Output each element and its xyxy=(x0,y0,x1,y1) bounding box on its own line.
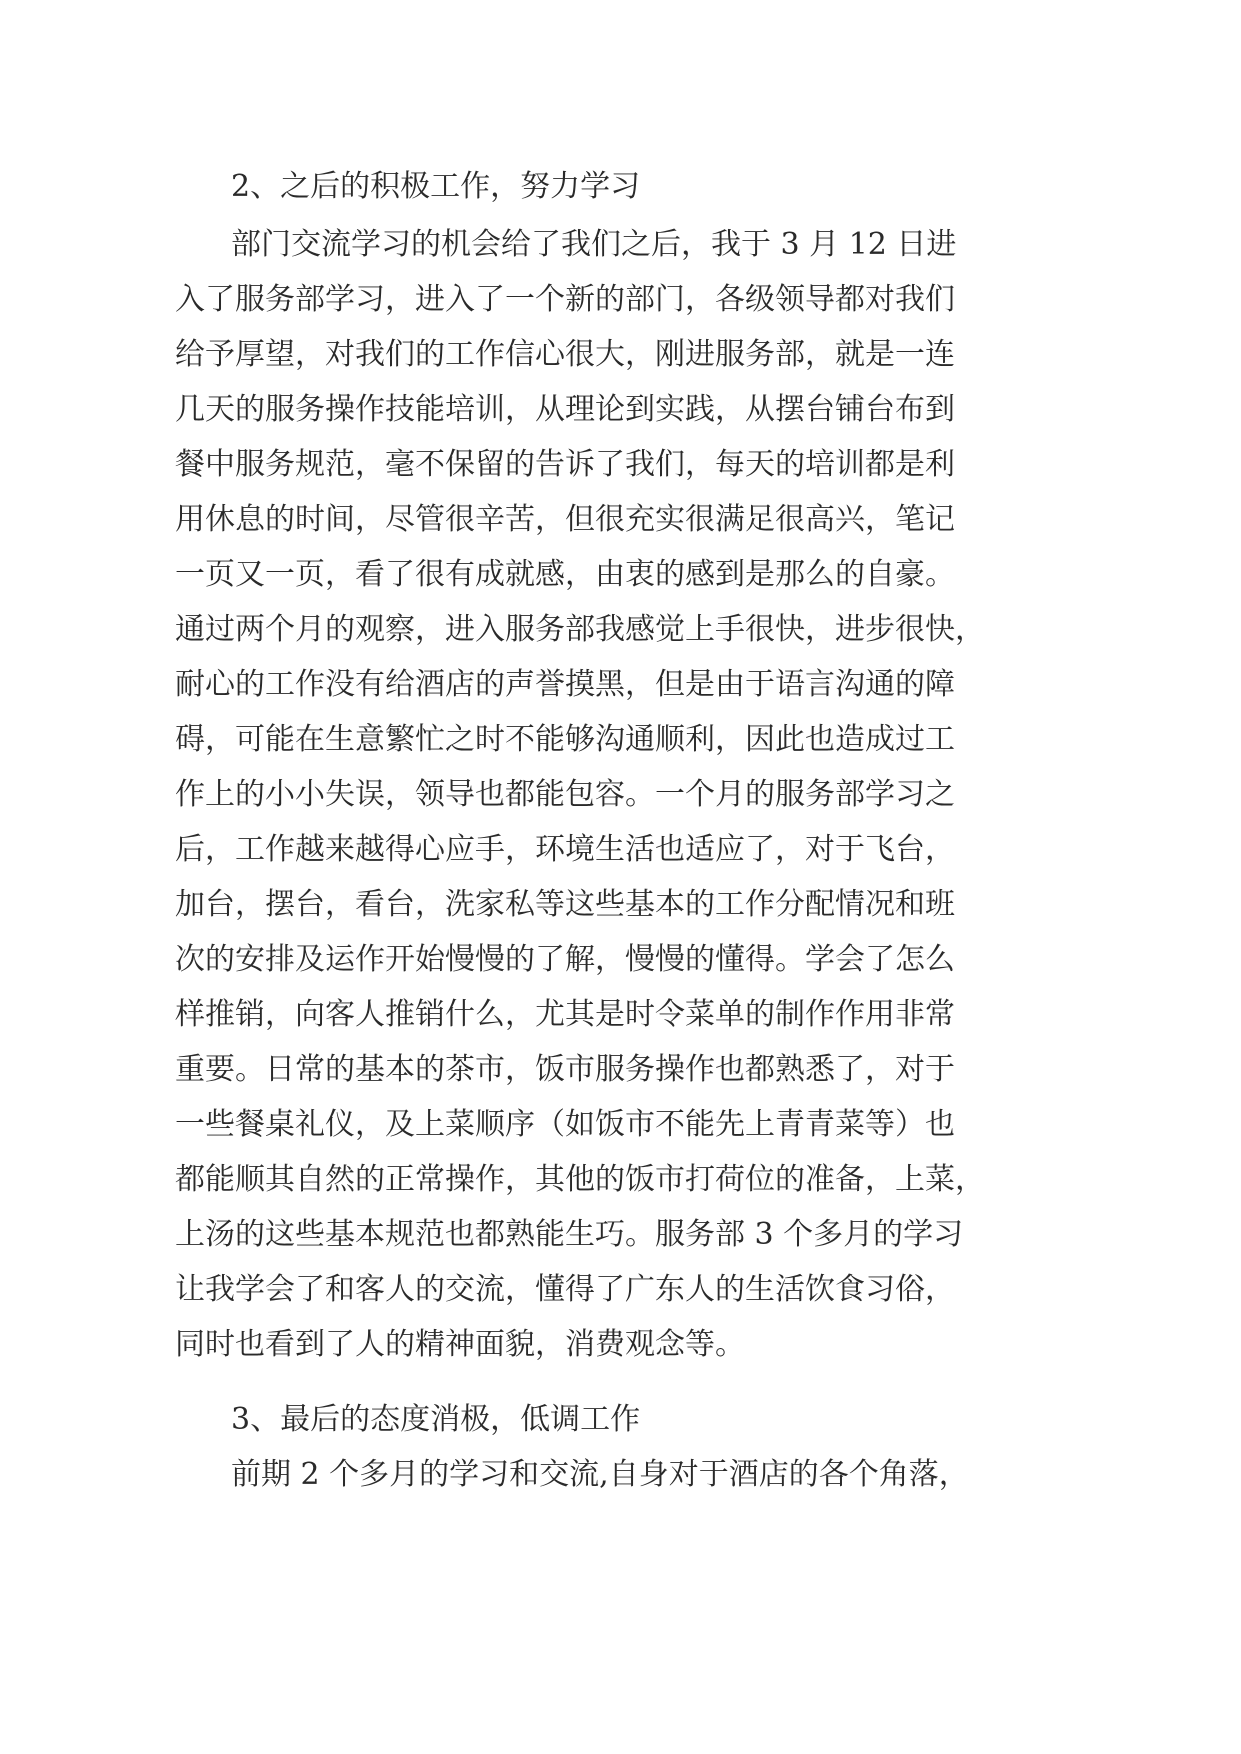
section-heading-3: 3、最后的态度消极，低调工作 xyxy=(231,1402,641,1437)
paragraph-line: 部门交流学习的机会给了我们之后，我于 3 月 12 日进 xyxy=(231,227,957,262)
paragraph-line: 一页又一页，看了很有成就感，由衷的感到是那么的自豪。 xyxy=(175,557,955,592)
paragraph-line: 次的安排及运作开始慢慢的了解，慢慢的懂得。学会了怎么 xyxy=(175,942,955,977)
paragraph-line: 耐心的工作没有给酒店的声誉摸黑，但是由于语言沟通的障 xyxy=(175,667,955,702)
section-heading-2: 2、之后的积极工作，努力学习 xyxy=(231,169,641,204)
paragraph-line: 碍，可能在生意繁忙之时不能够沟通顺利，因此也造成过工 xyxy=(175,722,955,757)
paragraph-line: 前期 2 个多月的学习和交流,自身对于酒店的各个角落， xyxy=(231,1457,969,1492)
paragraph-line: 给予厚望，对我们的工作信心很大，刚进服务部，就是一连 xyxy=(175,337,955,372)
paragraph-line: 样推销，向客人推销什么，尤其是时令菜单的制作作用非常 xyxy=(175,997,955,1032)
paragraph-line: 让我学会了和客人的交流，懂得了广东人的生活饮食习俗， xyxy=(175,1272,955,1307)
paragraph-line: 通过两个月的观察，进入服务部我感觉上手很快，进步很快， xyxy=(175,612,985,647)
paragraph-line: 加台，摆台，看台，洗家私等这些基本的工作分配情况和班 xyxy=(175,887,955,922)
paragraph-line: 餐中服务规范，毫不保留的告诉了我们，每天的培训都是利 xyxy=(175,447,955,482)
paragraph-line: 上汤的这些基本规范也都熟能生巧。服务部 3 个多月的学习 xyxy=(175,1217,964,1252)
paragraph-line: 重要。日常的基本的茶市，饭市服务操作也都熟悉了，对于 xyxy=(175,1052,955,1087)
paragraph-line: 后，工作越来越得心应手，环境生活也适应了，对于飞台， xyxy=(175,832,955,867)
paragraph-line: 几天的服务操作技能培训，从理论到实践，从摆台铺台布到 xyxy=(175,392,955,427)
paragraph-line: 用休息的时间，尽管很辛苦，但很充实很满足很高兴，笔记 xyxy=(175,502,955,537)
paragraph-line: 都能顺其自然的正常操作，其他的饭市打荷位的准备，上菜， xyxy=(175,1162,985,1197)
paragraph-line: 一些餐桌礼仪，及上菜顺序（如饭市不能先上青青菜等）也 xyxy=(175,1107,955,1142)
paragraph-line: 作上的小小失误，领导也都能包容。一个月的服务部学习之 xyxy=(175,777,955,812)
paragraph-line: 同时也看到了人的精神面貌，消费观念等。 xyxy=(175,1327,745,1362)
paragraph-line: 入了服务部学习，进入了一个新的部门，各级领导都对我们 xyxy=(175,282,955,317)
